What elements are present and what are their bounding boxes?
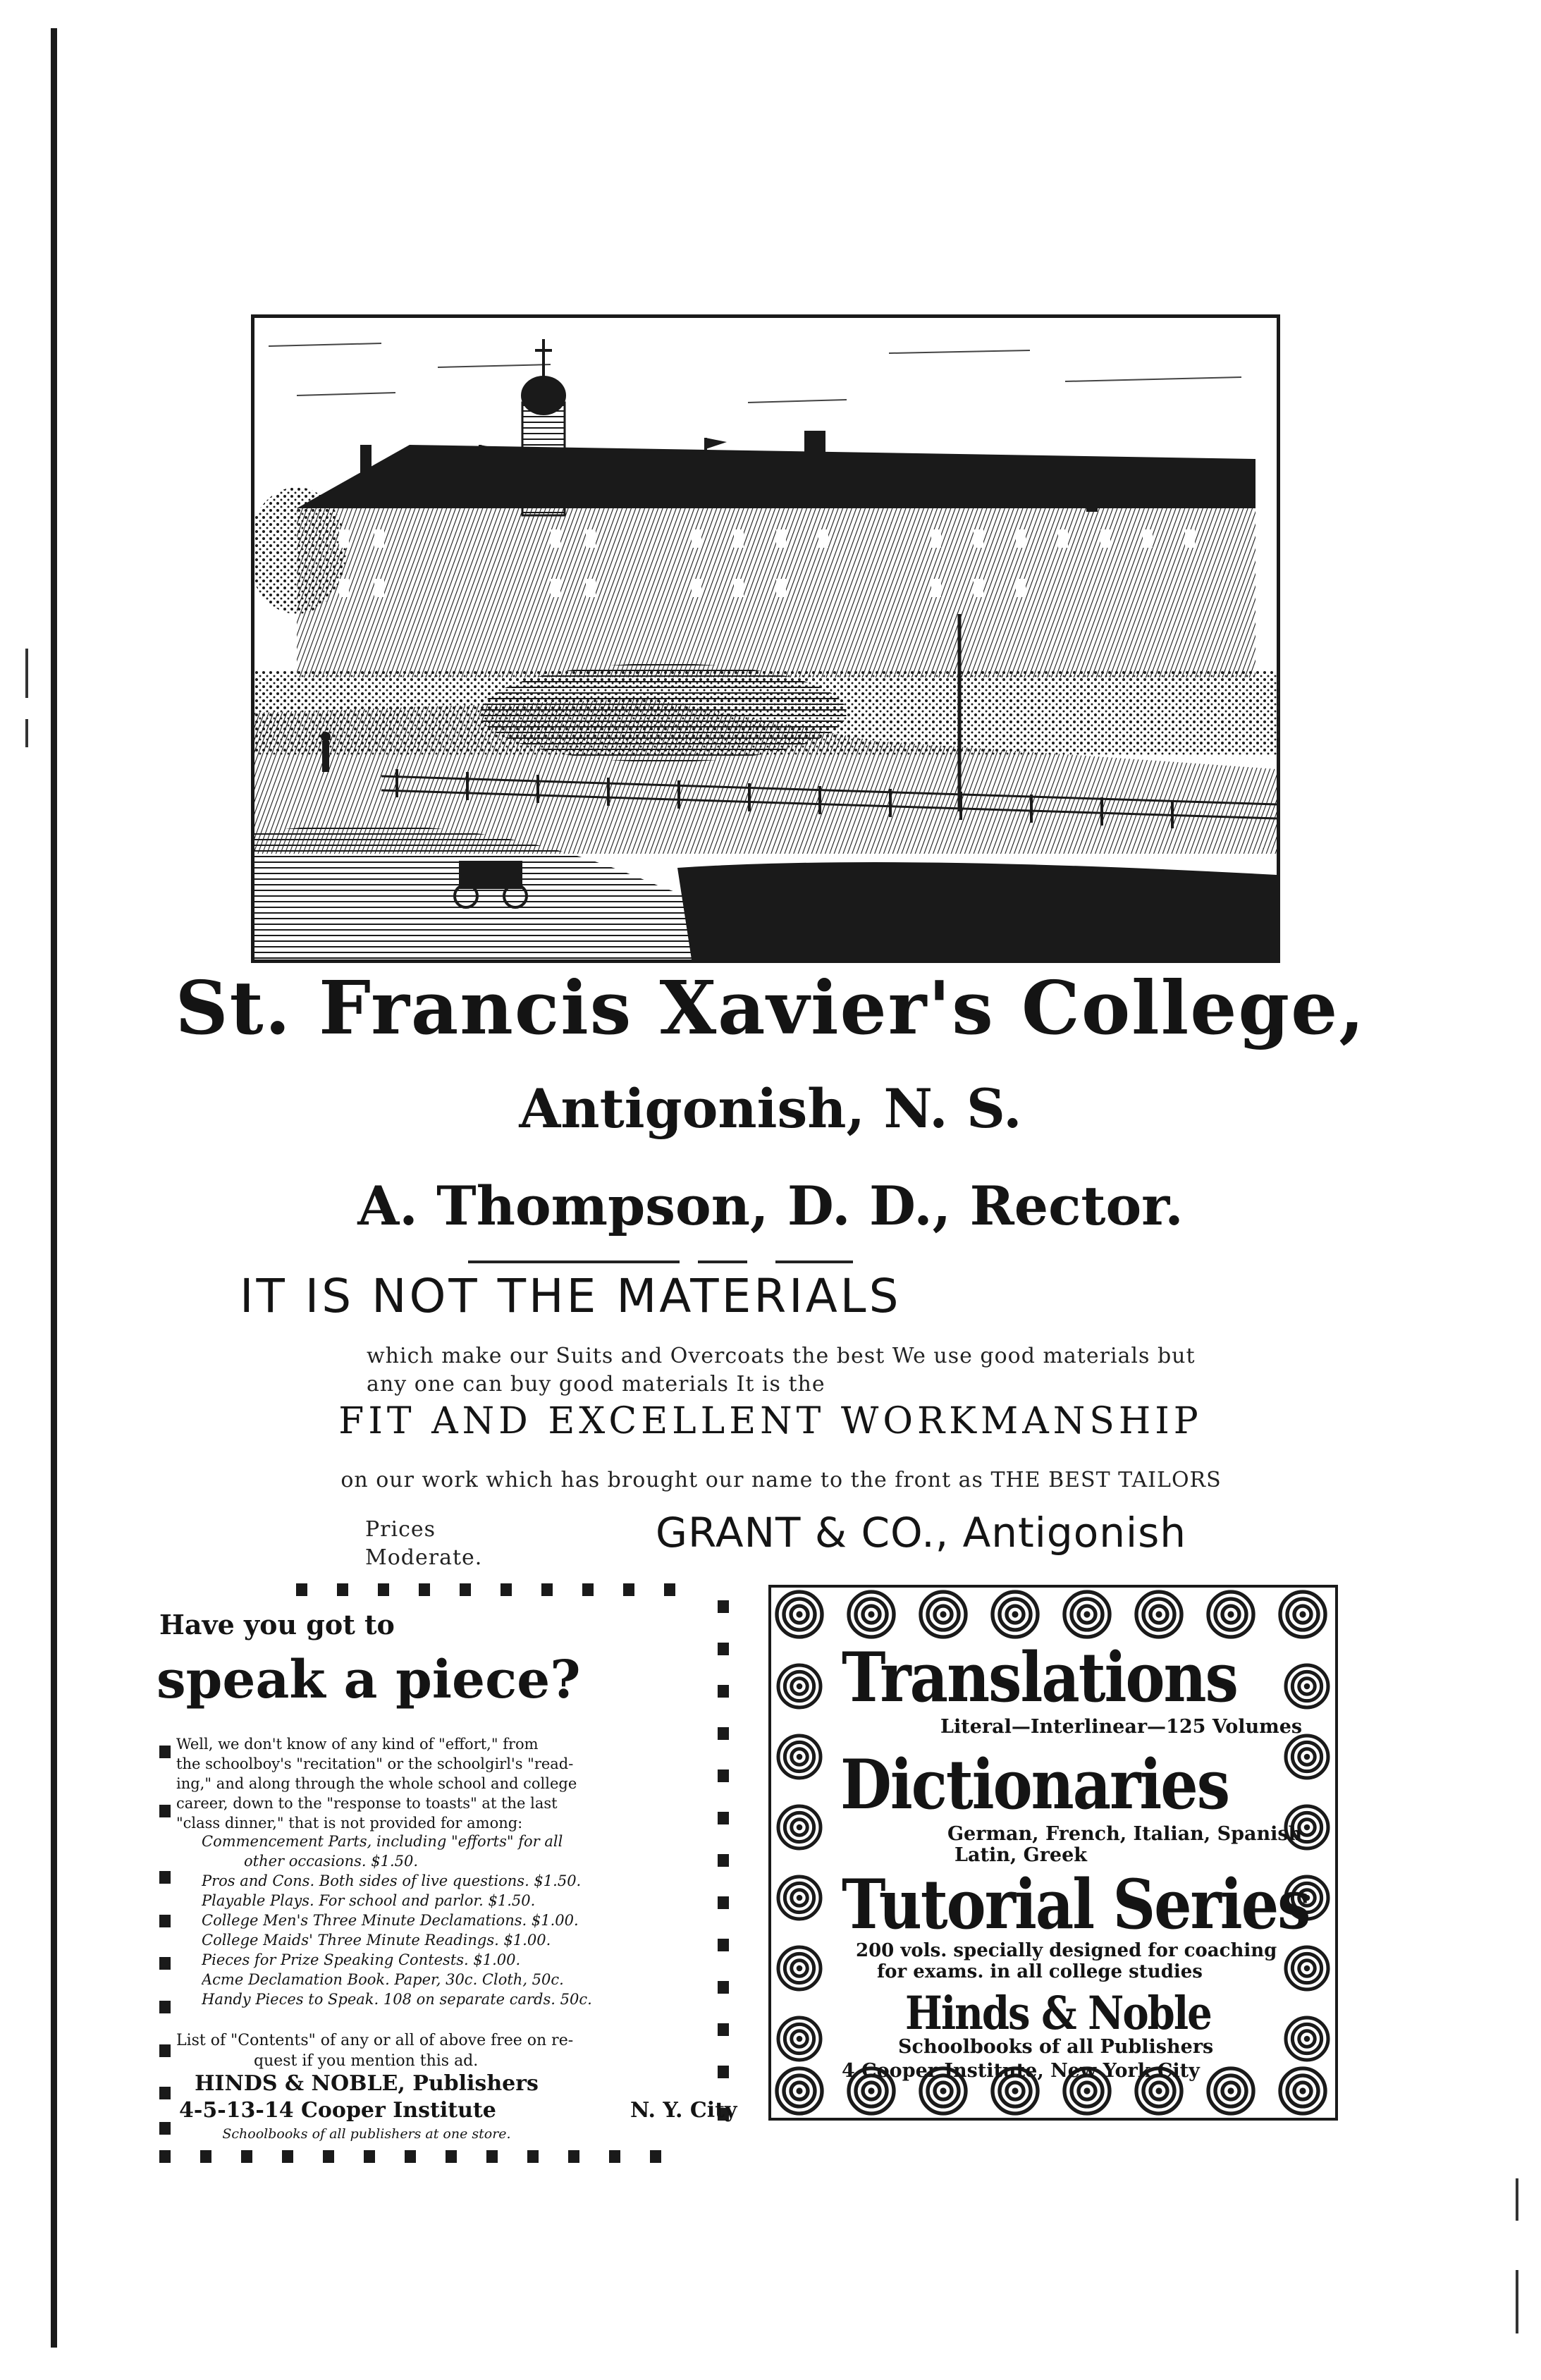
left-ad-address: 4-5-13-14 Cooper Institute [179,2098,496,2123]
border-square [718,1685,729,1698]
border-square [664,1583,675,1596]
scan-mark [25,649,28,698]
border-square [718,1600,729,1613]
college-name: St. Francis Xavier's College, [175,964,1366,1051]
left-ad-book-item: Pros and Cons. Both sides of live questions. $1.50. [202,1872,582,1889]
border-square [405,2150,416,2163]
tailor-body-line: which make our Suits and Overcoats the best We use good materials but [367,1344,1196,1368]
swirl-ornament [1064,1592,1110,1637]
right-ad-sub-translations: Literal—Interlinear—125 Volumes [940,1716,1303,1738]
left-ad-book-item: Commencement Parts, including "efforts" for all [202,1833,563,1850]
scan-mark [1516,2270,1518,2333]
border-square [337,1583,348,1596]
left-ad-book-item: Handy Pieces to Speak. 108 on separate cards. 50c. [202,1991,592,2008]
swirl-ornament [778,1877,821,1919]
border-square [718,1812,729,1824]
left-ad-body-line: ing," and along through the whole school and college [176,1775,577,1792]
scan-mark [1516,2178,1518,2221]
border-square [486,2150,498,2163]
tailor-prices [365,1516,506,1572]
border-square [718,1727,729,1740]
left-ad-body-line: "class dinner," that is not provided for among: [176,1815,523,1832]
swirl-ornament [777,2068,822,2114]
swirl-ornament [1280,2068,1325,2114]
left-ad-book-item: College Men's Three Minute Declamations. $1.00. [202,1912,579,1929]
swirl-ornament [778,1665,821,1707]
divider [468,1260,680,1263]
border-square [582,1583,594,1596]
border-square [159,1871,171,1884]
border-square [718,1896,729,1909]
college-place: Antigonish, N. S. [519,1077,1022,1140]
scan-mark [25,719,28,747]
college-engraving-drawing [254,318,1277,959]
left-ad-book-list [202,1832,695,2009]
border-square [541,1583,553,1596]
left-ad-book-item: College Maids' Three Minute Readings. $1.00. [202,1932,551,1949]
left-ad-book-item: Acme Declamation Book. Paper, 30c. Cloth, 50c. [202,1971,564,1988]
swirl-ornament [849,1592,894,1637]
swirl-ornament [1208,1592,1253,1637]
right-ad-title-dictionaries: Dictionaries [840,1744,1229,1824]
border-square [419,1583,430,1596]
college-engraving [251,314,1280,963]
border-square [159,2150,171,2163]
border-square [282,2150,293,2163]
border-square [501,1583,512,1596]
left-ad-question-top: Have you got to [159,1609,395,1640]
swirl-ornament [1286,2018,1328,2060]
left-ad-city: N. Y. City [630,2098,737,2123]
left-ad-publisher: HINDS & NOBLE, Publishers [195,2071,539,2096]
tailor-signature: GRANT & CO., Antigonish [656,1509,1187,1557]
border-square [568,2150,579,2163]
swirl-ornament [1286,1947,1328,1989]
swirl-ornament [1136,1592,1181,1637]
border-square [446,2150,457,2163]
left-ad-book-item: other occasions. $1.50. [244,1853,419,1870]
tailor-headline: IT IS NOT THE MATERIALS [240,1269,902,1323]
border-square [364,2150,375,2163]
left-ad-body-line: the schoolboy's "recitation" or the schoolgirl's "read- [176,1755,574,1772]
left-ad-footnote [176,2030,692,2071]
divider [698,1260,747,1263]
border-square [159,1957,171,1970]
left-ad-body-line: career, down to the "response to toasts" at the last [176,1795,558,1812]
border-square [718,1769,729,1782]
tailor-body-line: any one can buy good materials It is the [367,1372,825,1397]
swirl-ornament [1286,1736,1328,1778]
left-ad-book-item: Pieces for Prize Speaking Contests. $1.00. [202,1951,521,1968]
border-square [609,2150,620,2163]
border-square [650,2150,661,2163]
left-ad-footnote-line: List of "Contents" of any or all of above free on re- [176,2032,574,2049]
border-square [718,1643,729,1655]
college-rector: A. Thompson, D. D., Rector. [357,1174,1184,1237]
right-ad-frame [768,1585,1338,2121]
swirl-ornament [921,1592,966,1637]
tailor-fit-line: FIT AND EXCELLENT WORKMANSHIP [338,1400,1203,1442]
left-ad-body [176,1734,692,1833]
border-square [378,1583,389,1596]
border-square [159,2001,171,2013]
tailor-prices-line: Moderate. [365,1545,483,1570]
border-square [323,2150,334,2163]
right-ad-address: 4 Cooper Institute, New York City [842,2060,1200,2082]
border-square [159,1746,171,1758]
border-square [718,1939,729,1951]
right-ad-title-translations: Translations [842,1637,1237,1717]
border-square [460,1583,471,1596]
swirl-ornament [1280,1592,1325,1637]
left-ad-body-line: Well, we don't know of any kind of "effort," from [176,1736,539,1753]
border-square [159,2044,171,2057]
right-ad-brand-sub: Schoolbooks of all Publishers [898,2036,1214,2058]
swirl-ornament [993,1592,1038,1637]
swirl-ornament [778,1947,821,1989]
border-square [159,1805,171,1817]
tailor-prices-line: Prices [365,1517,436,1542]
left-ad-question-big: speak a piece? [156,1650,581,1710]
border-square [296,1583,307,1596]
right-ad-sub-dictionaries: Latin, Greek [954,1844,1087,1866]
border-square [159,1915,171,1927]
left-ad-footnote-line: quest if you mention this ad. [254,2052,479,2070]
border-square [200,2150,211,2163]
border-square [718,1981,729,1994]
left-ad-subline: Schoolbooks of all publishers at one store. [222,2126,511,2142]
swirl-ornament [778,1736,821,1778]
right-ad-sub-dictionaries: German, French, Italian, Spanish [947,1823,1303,1845]
border-square [241,2150,252,2163]
swirl-ornament [778,1806,821,1848]
swirl-ornament [777,1592,822,1637]
divider [775,1260,853,1263]
border-square [623,1583,634,1596]
swirl-ornament [1286,1665,1328,1707]
border-square [718,2023,729,2036]
border-square [527,2150,539,2163]
right-ad-sub-tutorial: 200 vols. specially designed for coaching [856,1940,1277,1961]
left-ad-book-item: Playable Plays. For school and parlor. $1.50. [202,1892,536,1909]
swirl-ornament [1208,2068,1253,2114]
right-ad-title-tutorial: Tutorial Series [842,1864,1310,1944]
border-square [718,1854,729,1867]
tailor-body [367,1342,1283,1399]
swirl-ornament [778,2018,821,2060]
tailor-front-line: on our work which has brought our name to the front as THE BEST TAILORS [340,1468,1222,1492]
right-ad-sub-tutorial: for exams. in all college studies [877,1961,1203,1982]
right-ad-brand: Hinds & Noble [905,1987,1211,2040]
